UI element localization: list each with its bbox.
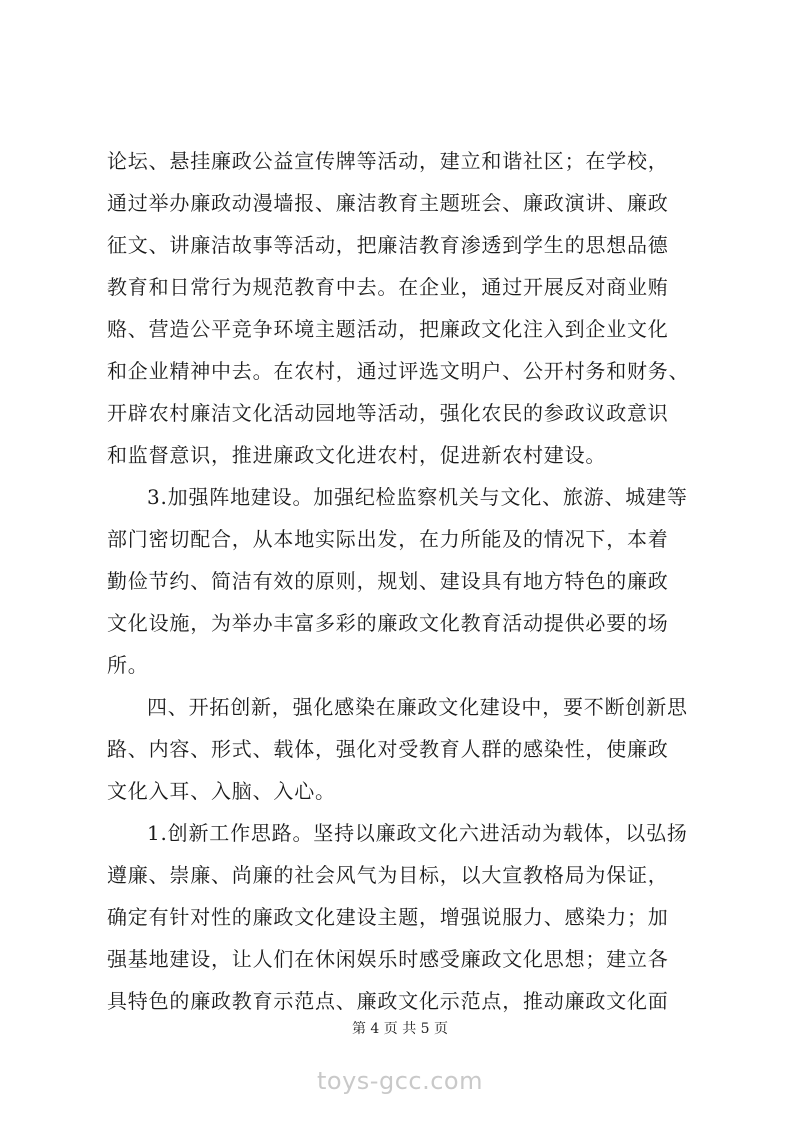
paragraph-line: 部门密切配合，从本地实际出发，在力所能及的情况下，本着 — [107, 527, 669, 551]
paragraph-line: 文化入耳、入脑、入心。 — [107, 779, 336, 803]
paragraph-line: 征文、讲廉洁故事等活动，把廉洁教育渗透到学生的思想品德 — [107, 233, 669, 257]
paragraph-line: 文化设施，为举办丰富多彩的廉政文化教育活动提供必要的场 — [107, 611, 669, 635]
paragraph-line: 通过举办廉政动漫墙报、廉洁教育主题班会、廉政演讲、廉政 — [107, 191, 669, 215]
paragraph-line: 所。 — [107, 653, 149, 677]
paragraph-line: 遵廉、崇廉、尚廉的社会风气为目标，以大宣教格局为保证， — [107, 863, 669, 887]
paragraph-line: 勤俭节约、简洁有效的原则，规划、建设具有地方特色的廉政 — [107, 569, 669, 593]
paragraph-line: 论坛、悬挂廉政公益宣传牌等活动，建立和谐社区；在学校， — [107, 149, 669, 173]
site-watermark: toys-gcc.com — [317, 1067, 483, 1095]
paragraph-line: 确定有针对性的廉政文化建设主题，增强说服力、感染力；加 — [107, 905, 669, 929]
section-four-heading-line: 四、开拓创新，强化感染在廉政文化建设中，要不断创新思 — [147, 695, 688, 719]
paragraph-line: 和监督意识，推进廉政文化进农村，促进新农村建设。 — [107, 443, 607, 467]
page-number-footer: 第 4 页 共 5 页 — [351, 1021, 449, 1037]
paragraph-line: 具特色的廉政教育示范点、廉政文化示范点，推动廉政文化面 — [107, 989, 669, 1013]
paragraph-line: 和企业精神中去。在农村，通过评选文明户、公开村务和财务、 — [107, 359, 690, 383]
paragraph-line: 开辟农村廉洁文化活动园地等活动，强化农民的参政议政意识 — [107, 401, 669, 425]
paragraph-line: 赂、营造公平竞争环境主题活动，把廉政文化注入到企业文化 — [107, 317, 669, 341]
paragraph-line: 强基地建设，让人们在休闲娱乐时感受廉政文化思想；建立各 — [107, 947, 669, 971]
section-1-heading-line: 1.创新工作思路。坚持以廉政文化六进活动为载体，以弘扬 — [147, 821, 688, 845]
paragraph-line: 路、内容、形式、载体，强化对受教育人群的感染性，使廉政 — [107, 737, 669, 761]
section-3-heading-line: 3.加强阵地建设。加强纪检监察机关与文化、旅游、城建等 — [147, 485, 688, 509]
paragraph-line: 教育和日常行为规范教育中去。在企业，通过开展反对商业贿 — [107, 275, 669, 299]
